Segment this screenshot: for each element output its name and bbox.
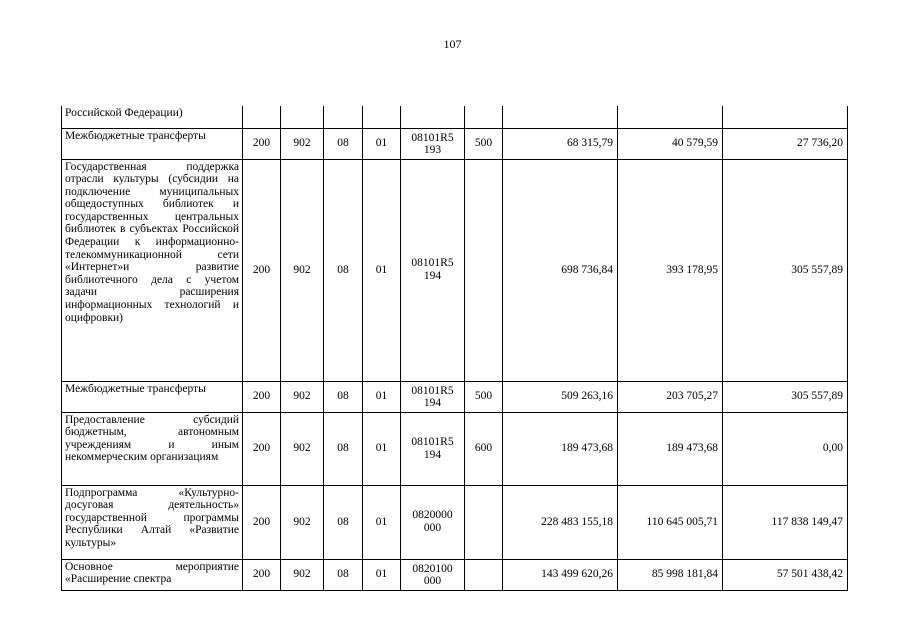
cell-vr [465, 106, 503, 128]
cell-total: 509 263,16 [503, 381, 618, 412]
cell-regional: 305 557,89 [723, 159, 848, 381]
table-row [62, 559, 848, 590]
cell-federal: 85 998 181,84 [618, 559, 723, 590]
row-name: Российской Федерации) [62, 106, 243, 128]
cell-federal: 110 645 005,71 [618, 485, 723, 559]
cell-vr [465, 559, 503, 590]
table-row [62, 159, 848, 381]
cell-rz: 08 [324, 485, 363, 559]
table-row [62, 485, 848, 559]
table-row [62, 128, 848, 159]
cell-ppp: 200 [243, 485, 281, 559]
cell-federal: 40 579,59 [618, 128, 723, 159]
cell-federal [618, 106, 723, 128]
cell-ppp: 200 [243, 159, 281, 381]
cell-total: 143 499 620,26 [503, 559, 618, 590]
row-name: Подпрограмма «Культурно-досуговая деятельность» государственной программы Республики Алтай «Развитие культуры» [62, 485, 243, 559]
row-name: Государственная поддержка отрасли культуры (субсидии на подключение муниципальных общедоступных библиотек и государственных центральных библиотек в субъектах Российской Федерации к информационно-телекоммуникационной сети «Интернет»и развитие библиотечного дела с учетом задачи расширения информационных технологий и оцифровки) [62, 159, 243, 381]
cell-rz: 08 [324, 559, 363, 590]
cell-total [503, 106, 618, 128]
cell-rz [324, 106, 363, 128]
cell-total: 189 473,68 [503, 412, 618, 485]
cell-total: 698 736,84 [503, 159, 618, 381]
cell-csr: 08101R5 194 [401, 159, 465, 381]
cell-prz: 01 [363, 128, 401, 159]
cell-grbs: 902 [281, 559, 324, 590]
cell-regional: 0,00 [723, 412, 848, 485]
cell-rz: 08 [324, 159, 363, 381]
cell-rz: 08 [324, 128, 363, 159]
table-row [62, 412, 848, 485]
row-name: Предоставление субсидий бюджетным, автономным учреждениям и иным некоммерческим организациям [62, 412, 243, 485]
cell-prz [363, 106, 401, 128]
table-row [62, 106, 848, 128]
cell-ppp: 200 [243, 381, 281, 412]
cell-federal: 203 705,27 [618, 381, 723, 412]
cell-grbs: 902 [281, 412, 324, 485]
cell-csr [401, 106, 465, 128]
cell-prz: 01 [363, 381, 401, 412]
page-number: 107 [443, 37, 462, 51]
cell-grbs: 902 [281, 128, 324, 159]
cell-ppp: 200 [243, 412, 281, 485]
row-name: Межбюджетные трансферты [62, 381, 243, 412]
cell-regional: 27 736,20 [723, 128, 848, 159]
cell-regional: 305 557,89 [723, 381, 848, 412]
cell-regional [723, 106, 848, 128]
cell-csr: 08101R5 194 [401, 381, 465, 412]
cell-ppp: 200 [243, 559, 281, 590]
cell-csr: 0820100 000 [401, 559, 465, 590]
cell-total: 68 315,79 [503, 128, 618, 159]
cell-csr: 08101R5 194 [401, 412, 465, 485]
cell-total: 228 483 155,18 [503, 485, 618, 559]
cell-grbs: 902 [281, 485, 324, 559]
cell-csr: 08101R5 193 [401, 128, 465, 159]
cell-vr: 500 [465, 128, 503, 159]
cell-federal: 393 178,95 [618, 159, 723, 381]
cell-vr: 500 [465, 381, 503, 412]
cell-ppp [243, 106, 281, 128]
cell-prz: 01 [363, 559, 401, 590]
cell-rz: 08 [324, 412, 363, 485]
cell-prz: 01 [363, 159, 401, 381]
cell-prz: 01 [363, 412, 401, 485]
cell-vr: 600 [465, 412, 503, 485]
table-row [62, 381, 848, 412]
cell-rz: 08 [324, 381, 363, 412]
cell-grbs [281, 106, 324, 128]
row-name: Основное мероприятие «Расширение спектра [62, 559, 243, 590]
cell-prz: 01 [363, 485, 401, 559]
cell-grbs: 902 [281, 381, 324, 412]
cell-vr [465, 159, 503, 381]
budget-table [61, 106, 848, 591]
cell-vr [465, 485, 503, 559]
cell-federal: 189 473,68 [618, 412, 723, 485]
row-name: Межбюджетные трансферты [62, 128, 243, 159]
cell-ppp: 200 [243, 128, 281, 159]
cell-csr: 0820000 000 [401, 485, 465, 559]
cell-grbs: 902 [281, 159, 324, 381]
cell-regional: 117 838 149,47 [723, 485, 848, 559]
cell-regional: 57 501 438,42 [723, 559, 848, 590]
